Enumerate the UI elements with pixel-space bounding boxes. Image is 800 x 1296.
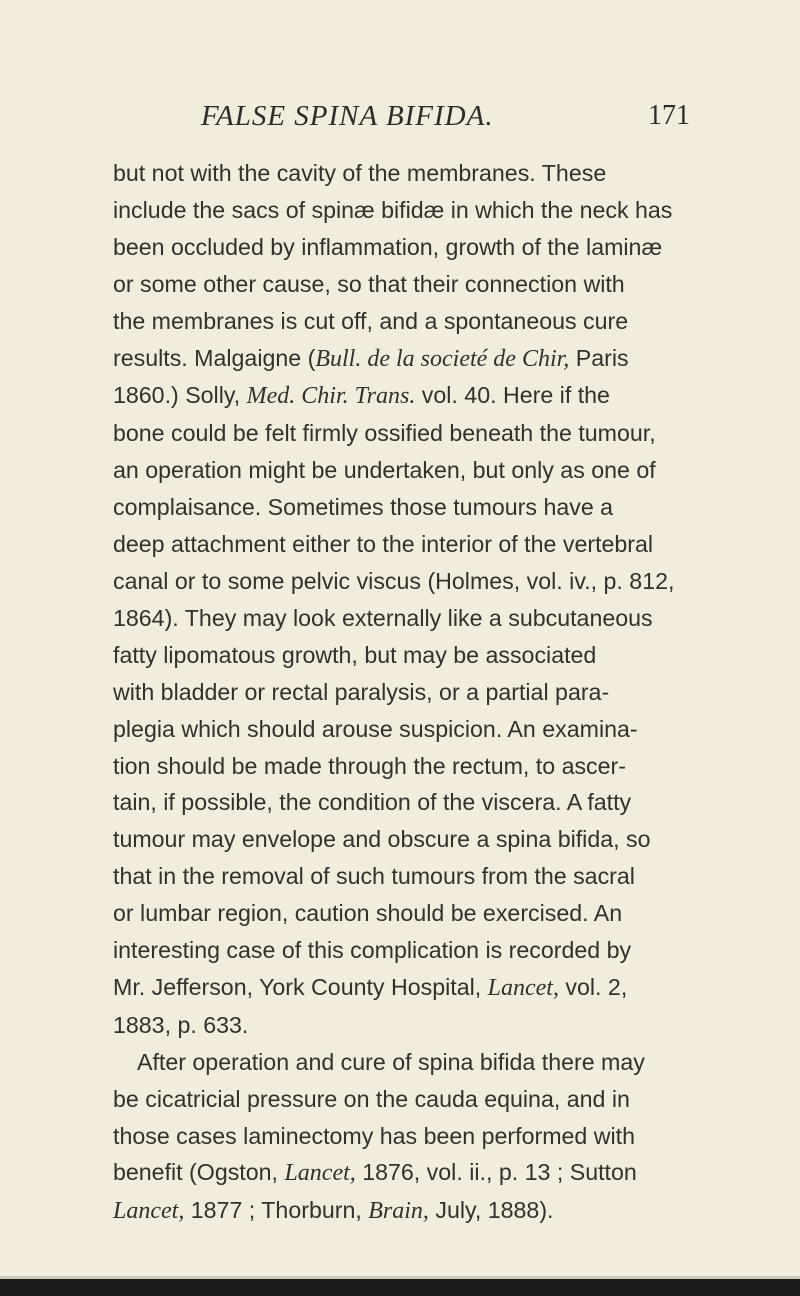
text-line — [113, 377, 685, 415]
text-line — [113, 784, 685, 821]
text-line — [113, 637, 685, 674]
text-run: tion should be made through the rectum, to ascer- — [113, 752, 626, 779]
text-line — [113, 821, 685, 858]
italic-citation: Med. Chir. Trans. — [246, 383, 416, 410]
text-run: be cicatricial pressure on the cauda equina, and in — [113, 1085, 630, 1112]
text-run: After operation and cure of spina bifida there may — [137, 1048, 645, 1075]
text-run: Paris — [569, 344, 629, 371]
page-number: 171 — [648, 100, 690, 131]
text-run: 1876, vol. ii., p. 13 ; Sutton — [355, 1159, 637, 1186]
text-line — [113, 600, 685, 637]
text-run: Mr. Jefferson, York County Hospital, — [113, 973, 488, 1000]
text-run: 1877 ; Thorburn, — [184, 1197, 369, 1224]
text-line — [113, 1192, 685, 1230]
text-line — [113, 192, 685, 229]
text-run: results. Malgaigne ( — [113, 344, 316, 371]
text-line — [113, 932, 685, 969]
text-line — [113, 266, 685, 303]
text-run: those cases laminectomy has been performed with — [113, 1122, 635, 1149]
text-run: interesting case of this complication is recorded by — [113, 937, 632, 964]
text-line — [113, 748, 685, 785]
text-run: plegia which should arouse suspicion. An examina- — [113, 715, 638, 742]
text-run: July, 1888). — [428, 1197, 554, 1224]
text-line — [113, 1044, 685, 1081]
text-line — [113, 155, 685, 192]
text-run: the membranes is cut off, and a spontaneous cure — [113, 307, 629, 334]
text-run: fatty lipomatous growth, but may be associated — [113, 641, 597, 668]
text-line — [113, 1154, 685, 1192]
text-line — [113, 1007, 685, 1044]
text-run: but not with the cavity of the membranes. These — [113, 160, 607, 186]
text-line — [113, 711, 685, 748]
text-run: canal or to some pelvic viscus (Holmes, vol. iv., p. 812, — [113, 567, 675, 594]
italic-citation: Lancet, — [284, 1160, 356, 1187]
text-line — [113, 969, 685, 1007]
body-text — [113, 155, 685, 1230]
italic-citation: Bull. de la societé de Chir, — [315, 345, 570, 372]
italic-citation: Brain, — [368, 1198, 429, 1225]
page-header — [0, 100, 800, 140]
text-run: deep attachment either to the interior of the vertebral — [113, 531, 654, 558]
text-line — [113, 489, 685, 526]
text-run: 1864). They may look externally like a subcutaneous — [113, 604, 653, 631]
text-line — [113, 674, 685, 711]
text-run: bone could be felt firmly ossified beneath the tumour, — [113, 420, 656, 447]
text-line — [113, 229, 685, 266]
text-line — [113, 1081, 685, 1118]
text-run: benefit (Ogston, — [113, 1159, 285, 1186]
running-title: FALSE SPINA BIFIDA. — [201, 100, 494, 132]
text-run: been occluded by inflammation, growth of the laminæ — [113, 233, 663, 260]
text-line — [113, 415, 685, 452]
text-line — [113, 895, 685, 932]
text-run: 1883, p. 633. — [113, 1011, 249, 1038]
text-run: include the sacs of spinæ bifidæ in which the neck has — [113, 196, 673, 223]
text-run: complaisance. Sometimes those tumours have a — [113, 494, 614, 521]
text-run: that in the removal of such tumours from the sacral — [113, 863, 635, 890]
paragraph — [113, 1044, 685, 1231]
text-line — [113, 858, 685, 895]
italic-citation: Lancet, — [487, 974, 559, 1001]
text-run: tumour may envelope and obscure a spina bifida, so — [113, 826, 651, 853]
text-run: an operation might be undertaken, but only as one of — [113, 457, 656, 484]
text-run: or some other cause, so that their connection with — [113, 270, 625, 297]
paragraph — [113, 155, 685, 1044]
text-line — [113, 340, 685, 378]
text-run: vol. 2, — [558, 973, 628, 1000]
text-line — [113, 526, 685, 563]
text-line — [113, 452, 685, 489]
text-run: 1860.) Solly, — [113, 382, 247, 409]
text-run: or lumbar region, caution should be exercised. An — [113, 900, 623, 927]
text-line — [113, 1118, 685, 1155]
text-run: vol. 40. Here if the — [415, 382, 610, 409]
italic-citation: Lancet, — [113, 1198, 185, 1225]
scan-edge-bar — [0, 1276, 800, 1296]
text-run: tain, if possible, the condition of the viscera. A fatty — [113, 789, 632, 816]
text-line — [113, 303, 685, 340]
text-line — [113, 563, 685, 600]
text-run: with bladder or rectal paralysis, or a partial para- — [113, 678, 610, 705]
